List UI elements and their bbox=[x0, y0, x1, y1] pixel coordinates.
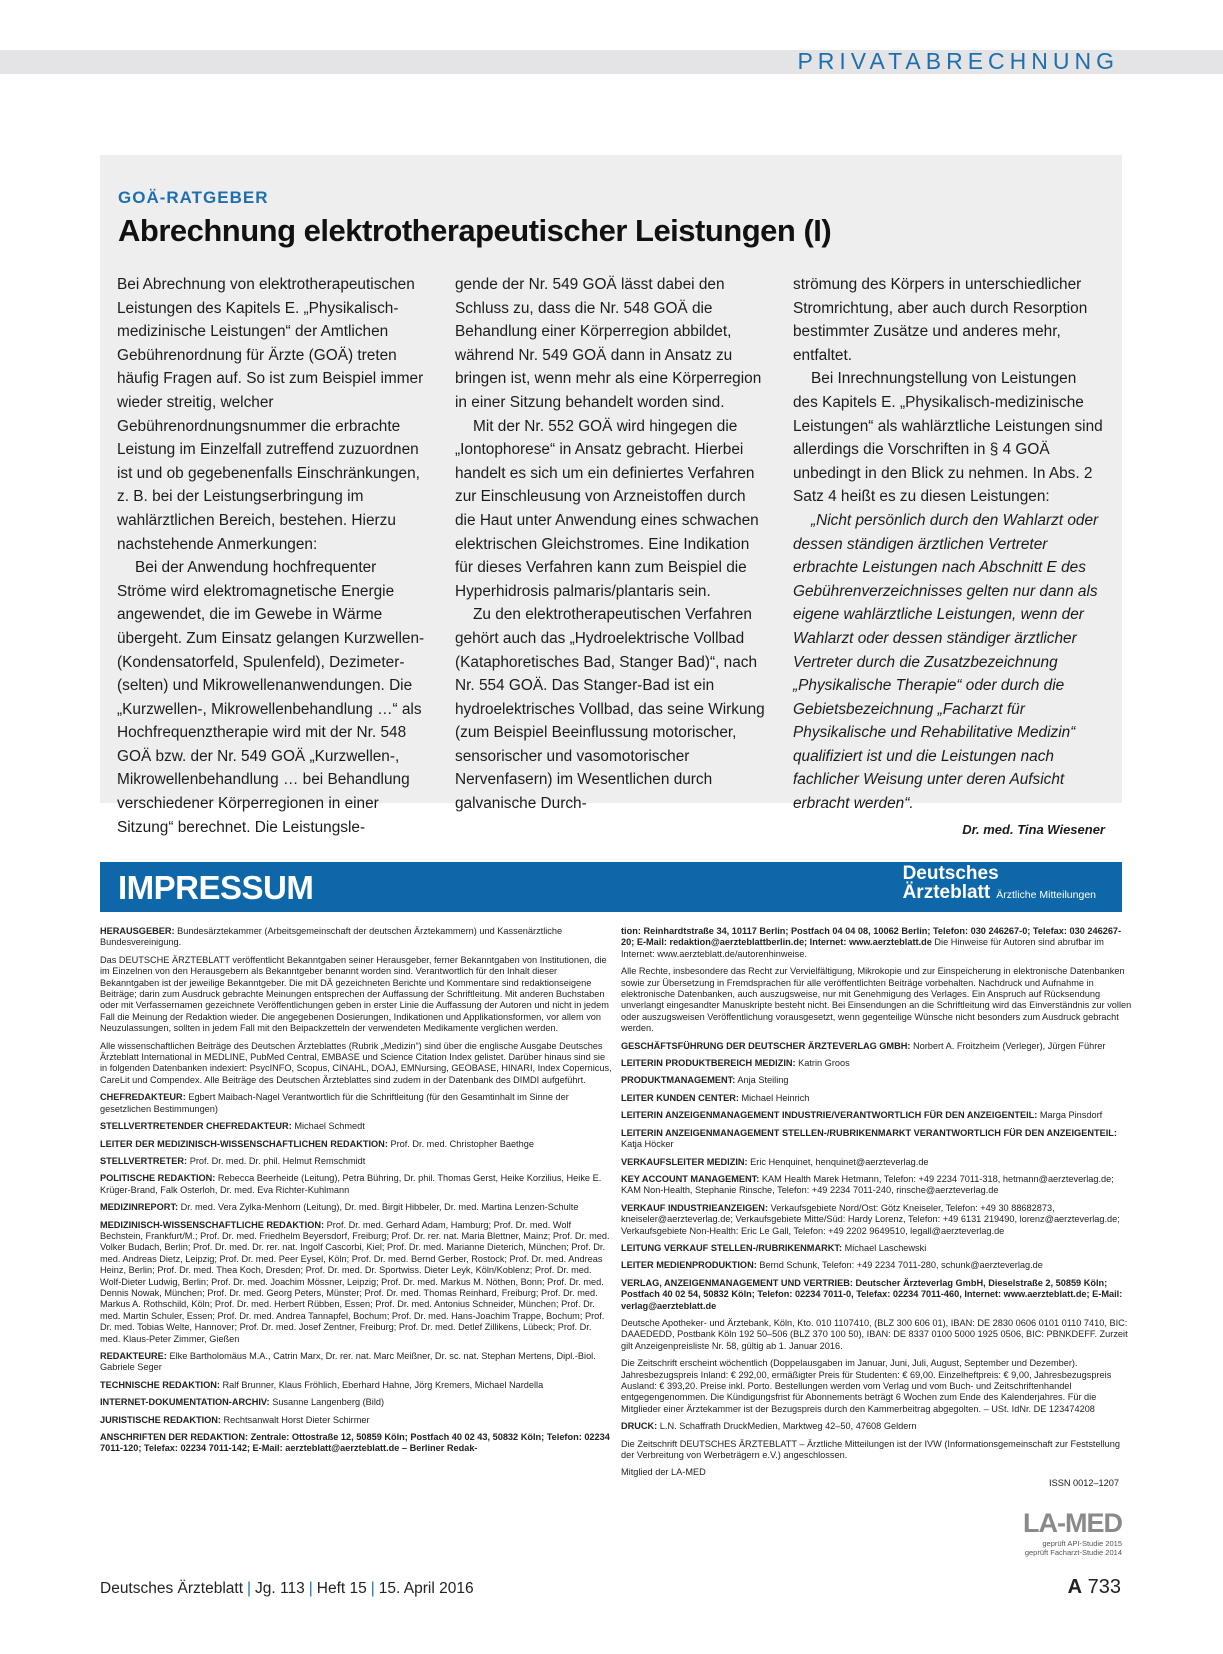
footer-volume: Jg. 113 bbox=[255, 1580, 305, 1597]
impressum-entry bbox=[100, 1139, 612, 1150]
impressum-entry bbox=[621, 1439, 1133, 1462]
impressum-entry bbox=[621, 1075, 1133, 1086]
impressum-text: Anja Steiling bbox=[737, 1075, 789, 1086]
impressum-heading: STELLVERTRETENDER CHEFREDAKTEUR: bbox=[100, 1121, 292, 1132]
paragraph: strömung des Körpers in unterschiedlicher Stromrichtung, aber auch durch Resorption bestimmter Zusätze und anderes mehr, entfaltet. bbox=[793, 276, 1088, 364]
impressum-text: Die Zeitschrift erscheint wöchentlich (Doppelausgaben im Januar, Juni, Juli, August, September und Dezember). Jahresbezugspreis Inland: € 292,00, ermäßigter Preis für Studenten: € 69,00. Einzelheftpreis: € 9,00, Jahresbezugspreis Ausland: € 393,20. Preise inkl. Porto. Bestellungen werden vom Verlag und vom Buch- und Zeitschriftenhandel entgegengenommen. Die Kündigungsfrist für Abonnements beträgt 6 Wochen zum Ende des Kalenderjahres. Für die Mitglieder einer Ärztekammer ist der Bezugspreis durch den Kammerbeitrag abgegolten. – USt. IdNr. DE 123474208 bbox=[621, 1358, 1112, 1414]
page-footer: Deutsches Ärzteblatt | Jg. 113 | Heft 15 | 15. April 2016 bbox=[100, 1580, 474, 1597]
logo-subtitle: Ärztliche Mitteilungen bbox=[996, 889, 1096, 901]
page-number-value: 733 bbox=[1087, 1576, 1121, 1598]
impressum-text: Katrin Groos bbox=[798, 1058, 850, 1069]
impressum-banner bbox=[100, 862, 1122, 912]
impressum-entry bbox=[621, 1157, 1133, 1168]
impressum-heading: VERLAG, ANZEIGENMANAGEMENT UND VERTRIEB: Deutscher Ärzteverlag GmbH, Dieselstraße 2, 50859 Köln; Postfach 40 02 54, 50832 Köln; Telefon: 02234 7011-0, Telefax: 02234 7011-460, Internet: www.aerzteblatt.de; E-Mail: verlag@aerzteblatt.de bbox=[621, 1277, 1123, 1311]
impressum-heading: LEITER MEDIENPRODUKTION: bbox=[621, 1260, 757, 1271]
impressum-title: IMPRESSUM bbox=[118, 869, 314, 906]
la-med-mark: LA-MED bbox=[1023, 1508, 1122, 1538]
logo-line-1: Deutsches bbox=[902, 863, 999, 884]
impressum-entry bbox=[100, 926, 612, 949]
impressum-entry bbox=[100, 1041, 612, 1087]
impressum-text: Marga Pinsdorf bbox=[1039, 1110, 1103, 1121]
impressum-entry bbox=[100, 1432, 612, 1455]
impressum-entry bbox=[621, 1174, 1133, 1197]
impressum-text: Michael Heinrich bbox=[741, 1092, 810, 1103]
impressum-entry bbox=[100, 1092, 612, 1115]
impressum-text: Elke Bartholomäus M.A., Catrin Marx, Dr. rer. nat. Marc Meißner, Dr. sc. nat. Stephan Mertens, Dipl.-Biol. Gabriele Seger bbox=[100, 1351, 596, 1373]
issn: ISSN 0012–1207 bbox=[1049, 1478, 1119, 1488]
impressum-entry bbox=[621, 1110, 1133, 1121]
paragraph: gende der Nr. 549 GOÄ lässt dabei den Schluss zu, dass die Nr. 548 GOÄ die Behandlung einer Körperregion abbildet, während Nr. 549 GOÄ dann in Ansatz zu bringen ist, wenn mehr als eine Körperregion in einer Sitzung behandelt worden sind. bbox=[455, 276, 762, 411]
impressum-text: Michael Schmedt bbox=[294, 1121, 365, 1132]
impressum-entry bbox=[621, 1243, 1133, 1254]
impressum-heading: LEITERIN ANZEIGENMANAGEMENT INDUSTRIE/VERANTWORTLICH FÜR DEN ANZEIGENTEIL: bbox=[621, 1110, 1038, 1121]
impressum-entry bbox=[100, 955, 612, 1035]
impressum-text: Susanne Langenberg (Bild) bbox=[272, 1397, 385, 1408]
article-column-1 bbox=[117, 273, 429, 839]
impressum-entry bbox=[100, 1351, 612, 1374]
footer-issue: Heft 15 bbox=[316, 1580, 367, 1597]
impressum-entry bbox=[100, 1202, 612, 1213]
impressum-entry bbox=[621, 1058, 1133, 1069]
impressum-text: Verkaufsgebiete Nord/Ost: Götz Kneiseler, Telefon: +49 30 88682873, kneiseler@aerzteverlag.de; Verkaufsgebiete Mitte/Süd: Hardy Lorenz, Telefon: +49 6131 219490, lorenz@aerzteverlag.de; Verkaufsgebiete Non-Health: Eric Le Gall, Telefon: +49 2202 9649510, legall@aerzteverlag.de bbox=[621, 1202, 1120, 1236]
page-number bbox=[1068, 1576, 1121, 1599]
impressum-entry bbox=[100, 1380, 612, 1391]
impressum-heading: VERKAUFSLEITER MEDIZIN: bbox=[621, 1156, 748, 1167]
impressum-heading: STELLVERTRETER: bbox=[100, 1155, 188, 1166]
impressum-entry bbox=[621, 1203, 1133, 1237]
impressum-entry bbox=[621, 1318, 1133, 1352]
impressum-heading: HERAUSGEBER: bbox=[100, 926, 175, 936]
impressum-text: Dr. med. Vera Zylka-Menhorn (Leitung), Dr. med. Birgit Hibbeler, Dr. med. Martina Lenzen-Schulte bbox=[180, 1202, 579, 1213]
impressum-heading: CHEFREDAKTEUR: bbox=[100, 1092, 186, 1103]
impressum-heading: LEITERIN ANZEIGENMANAGEMENT STELLEN-/RUBRIKENMARKT VERANTWORTLICH FÜR DEN ANZEIGENTEIL: bbox=[621, 1127, 1117, 1138]
impressum-heading: ANSCHRIFTEN DER REDAKTION: Zentrale: Ottostraße 12, 50859 Köln; Postfach 40 02 43, 50832 Köln; Telefon: 02234 7011-120; Telefax: 02234 7011-142; E-Mail: aerzteblatt@aerzteblatt.de – Berliner Redak- bbox=[100, 1432, 610, 1454]
impressum-entry bbox=[100, 1415, 612, 1426]
journal-logo bbox=[903, 864, 1096, 905]
impressum-text: Alle Rechte, insbesondere das Recht zur Vervielfältigung, Mikrokopie und zur Einspeicherung in elektronische Datenbanken sowie zur Übersetzung in Fremdsprachen für alle veröffentlichten Beiträge vorbehalten. Nachdruck und Aufnahme in elektronische Datenbanken, auch auszugsweise, nur mit Genehmigung des Verlages. Ein Anspruch auf Rücksendung unverlangt eingesandter Manuskripte besteht nicht. Bei Einsendungen an die Schriftleitung wird das Einverständnis zur vollen oder auszugsweisen Veröffentlichung vorausgesetzt, wenn gegenteilige Wünsche nicht besonders zum Ausdruck gebracht werden. bbox=[621, 966, 1132, 1034]
impressum-entry bbox=[621, 1128, 1133, 1151]
la-med-line: geprüft Facharzt-Studie 2014 bbox=[1024, 1548, 1122, 1557]
impressum-text: Katja Höcker bbox=[621, 1139, 674, 1150]
la-med-line: geprüft API-Studie 2015 bbox=[1042, 1539, 1122, 1548]
impressum-heading: REDAKTEURE: bbox=[100, 1351, 167, 1361]
impressum-heading: tion: Reinhardtstraße 34, 10117 Berlin; Postfach 04 04 08, 10062 Berlin; Telefon: 030 246267-0; Telefax: 030 246267-20; E-Mail: redaktion@aerzteblattberlin.de; Internet: www.aerzteblatt.de bbox=[621, 926, 1122, 948]
impressum-heading: LEITER DER MEDIZINISCH-WISSENSCHAFTLICHEN REDAKTION: bbox=[100, 1138, 388, 1149]
article-kicker: GOÄ-RATGEBER bbox=[118, 188, 269, 207]
impressum-heading: JURISTISCHE REDAKTION: bbox=[100, 1414, 221, 1425]
impressum-text: Das DEUTSCHE ÄRZTEBLATT veröffentlicht Bekanntgaben seiner Herausgeber, ferner Bekanntgaben von Institutionen, die im Einzelnen von den Herausgebern als Bekanntgeber benannt worden sind. Verantwortlich für den Inhalt dieser Bekanntgaben ist der jeweilige Bekanntgeber. Die mit DÄ gezeichneten Berichte und Kommentare sind redaktionseigene Beiträge; darin zum Ausdruck gebrachte Meinungen entsprechen der Auffassung der Schriftleitung. Mit anderen Buchstaben oder mit Verfassernamen gezeichnete Veröffentlichungen geben in erster Linie die Auffassung der Autoren und nicht in jedem Fall die Meinung der Redaktion wieder. Die angegebenen Dosierungen, Indikationen und Applikationsformen, vor allem von Neuzulassungen, sollten in jedem Fall mit den Beipackzetteln der verwendeten Medikamente verglichen werden. bbox=[100, 954, 609, 1034]
impressum-text: Prof. Dr. med. Christopher Baethge bbox=[390, 1138, 534, 1149]
impressum-text: Deutsche Apotheker- und Ärztebank, Köln, Kto. 010 1107410, (BLZ 300 606 01), IBAN: DE 2830 0606 0101 0110 7410, BIC: DAAEDEDD, Postbank Köln 192 50–506 (BLZ 370 100 50), IBAN: DE 8337 0100 5000 1925 0506, BIC: PBNKDEFF. Zurzeit gilt Anzeigenpreisliste Nr. 58, gültig ab 1. Januar 2016. bbox=[621, 1317, 1128, 1351]
impressum-heading: LEITER KUNDEN CENTER: bbox=[621, 1092, 739, 1103]
impressum-heading: LEITERIN PRODUKTBEREICH MEDIZIN: bbox=[621, 1058, 796, 1069]
impressum-heading: PRODUKTMANAGEMENT: bbox=[621, 1075, 736, 1086]
impressum-heading: GESCHÄFTSFÜHRUNG DER DEUTSCHER ÄRZTEVERLAG GMBH: bbox=[621, 1040, 911, 1051]
impressum-heading: LEITUNG VERKAUF STELLEN-/RUBRIKENMARKT: bbox=[621, 1242, 843, 1253]
paragraph: Bei der Anwendung hochfrequenter Ströme wird elektromagnetische Energie angewendet, die im Gewebe in Wärme übergeht. Zum Einsatz gelangen Kurzwellen- (Kondensatorfeld, Spulenfeld), Dezimeter- (selten) und Mikrowellenanwendungen. Die „Kurzwellen-, Mikrowellenbehandlung …“ als Hochfrequenztherapie wird mit der Nr. 548 GOÄ bzw. der Nr. 549 GOÄ „Kurzwellen-, Mikrowellenbehandlung … bei Behandlung verschiedener Körperregionen in einer Sitzung“ berechnet. Die Leistungsle- bbox=[117, 559, 425, 836]
impressum-text: Michael Laschewski bbox=[844, 1242, 927, 1253]
footer-date: 15. April 2016 bbox=[378, 1580, 474, 1597]
paragraph: Zu den elektrotherapeutischen Verfahren gehört auch das „Hydroelektrische Vollbad (Kataphoretisches Bad, Stanger Bad)“, nach Nr. 554 GOÄ. Das Stanger-Bad ist ein hydroelektrisches Vollbad, das seine Wirkung (zum Beispiel Beeinflussung motorischer, sensorischer und vasomotorischer Nervenfasern) im Wesentlichen durch galvanische Durch- bbox=[455, 606, 765, 813]
impressum-heading: MEDIZINISCH-WISSENSCHAFTLICHE REDAKTION: bbox=[100, 1219, 325, 1230]
impressum-text: Bernd Schunk, Telefon: +49 2234 7011-280, schunk@aerzteverlag.de bbox=[759, 1260, 1043, 1271]
impressum-text: Norbert A. Froitzheim (Verleger), Jürgen Führer bbox=[912, 1040, 1106, 1051]
impressum-text: Eric Henquinet, henquinet@aerzteverlag.de bbox=[750, 1156, 929, 1167]
quote-paragraph: „Nicht persönlich durch den Wahlarzt oder dessen ständigen ärztlichen Vertreter erbrachte Leistungen nach Abschnitt E des Gebührenverzeichnisses gelten nur dann als eigene wahlärztliche Leistungen, wenn der Wahlarzt oder dessen ständiger ärztlicher Vertreter durch die Zusatzbezeichnung „Physikalische Therapie“ oder durch die Gebietsbezeichnung „Facharzt für Physikalische und Rehabilitative Medizin“ qualifiziert ist und die Leistungen nach fachlicher Weisung unter deren Aufsicht erbracht werden“. bbox=[793, 511, 1099, 813]
article-column-2 bbox=[455, 273, 767, 816]
page-letter: A bbox=[1067, 1576, 1083, 1598]
impressum-text: Ralf Brunner, Klaus Fröhlich, Eberhard Hahne, Jörg Kremers, Michael Nardella bbox=[222, 1379, 544, 1390]
impressum-column-left bbox=[100, 926, 612, 1461]
impressum-heading: KEY ACCOUNT MANAGEMENT: bbox=[621, 1173, 760, 1184]
impressum-heading: INTERNET-DOKUMENTATION-ARCHIV: bbox=[100, 1397, 270, 1408]
impressum-entry bbox=[621, 1260, 1133, 1271]
impressum-text: Alle wissenschaftlichen Beiträge des Deutschen Ärzteblattes (Rubrik „Medizin“) sind über die englische Ausgabe Deutsches Ärzteblatt International in MEDLINE, PubMed Central, EMBASE und Science Citation Index gelistet. Darüber hinaus sind sie in folgenden Datenbanken indexiert: PsycINFO, Scopus, CINAHL, DOAJ, EMNursing, GEOBASE, HINARI, Index Copernicus, CareLit und Compendex. Alle Beiträge des Deutschen Ärzteblattes sind zudem in der Datenbank des DIMDI aufgeführt. bbox=[100, 1040, 612, 1085]
impressum-entry bbox=[100, 1156, 612, 1167]
impressum-text: Prof. Dr. med. Gerhard Adam, Hamburg; Prof. Dr. med. Wolf Bechstein, Frankfurt/M.; Prof. Dr. med. Friedhelm Beyersdorf, Freiburg; Prof. Dr. rer. nat. Maria Blettner, Mainz; Prof. Dr. med. Volker Budach, Berlin; Prof. Dr. med. Dr. rer. nat. Ingolf Cascorbi, Kiel; Prof. Dr. med. Marianne Dieterich, München; Prof. Dr. med. Andreas Dietz, Leipzig; Prof. Dr. med. Peer Eysel, Köln; Prof. Dr. med. Bernd Gerber, Rostock; Prof. Dr. med. Andreas Heinz, Berlin; Prof. Dr. med. Thea Koch, Dresden; Prof. Dr. med. Dr. Sportwiss. Dieter Leyk, Köln/Koblenz; Prof. Dr. med. Wolf-Dieter Ludwig, Berlin; Prof. Dr. med. Joachim Mössner, Leipzig; Prof. Dr. med. Markus M. Nöthen, Bonn; Prof. Dr. med. Dennis Nowak, München; Prof. Dr. med. Georg Peters, Münster; Prof. Dr. med. Thomas Reinhard, Freiburg; Prof. Dr. med. Markus A. Rothschild, Köln; Prof. Dr. med. Herbert Rübben, Essen; Prof. Dr. med. Antonius Schneider, München; Prof. Dr. med. Martin Schuler, Essen; Prof. Dr. med. Andrea Tannapfel, Bochum; Prof. Dr. med. Hans-Joachim Trappe, Bochum; Prof. Dr. med. Tobias Welte, Hannover; Prof. Dr. med. Josef Zentner, Freiburg; Prof. Dr. med. Detlef Zillikens, Lübeck; Prof. Dr. med. Klaus-Peter Zimmer, Gießen bbox=[100, 1219, 610, 1344]
impressum-entry bbox=[621, 1041, 1133, 1052]
impressum-entry bbox=[100, 1173, 612, 1196]
footer-journal: Deutsches Ärzteblatt bbox=[100, 1580, 244, 1597]
impressum-text: Egbert Maibach-Nagel Verantwortlich für die Schriftleitung (für den Gesamtinhalt im Sinne der gesetzlichen Bestimmungen) bbox=[100, 1092, 569, 1114]
impressum-entry bbox=[100, 1220, 612, 1345]
impressum-entry bbox=[621, 1421, 1133, 1432]
impressum-text: Prof. Dr. med. Dr. phil. Helmut Remschmidt bbox=[189, 1155, 366, 1166]
impressum-heading: DRUCK: bbox=[621, 1421, 658, 1432]
author-byline: Dr. med. Tina Wiesener bbox=[962, 821, 1105, 837]
impressum-entry bbox=[621, 1093, 1133, 1104]
article-title: Abrechnung elektrotherapeutischer Leistungen (I) bbox=[118, 213, 832, 248]
impressum-heading: MEDIZINREPORT: bbox=[100, 1202, 179, 1213]
impressum-text: Rechtsanwalt Horst Dieter Schirmer bbox=[223, 1414, 370, 1425]
la-med-logo bbox=[1020, 1508, 1122, 1557]
impressum-entry bbox=[100, 1121, 612, 1132]
impressum-text: Bundesärztekammer (Arbeitsgemeinschaft der deutschen Ärztekammern) und Kassenärztliche Bundesvereinigung. bbox=[100, 926, 563, 948]
impressum-entry bbox=[100, 1397, 612, 1408]
section-label: PRIVATABRECHNUNG bbox=[797, 48, 1119, 74]
impressum-heading: VERKAUF INDUSTRIEANZEIGEN: bbox=[621, 1202, 769, 1213]
paragraph: Mit der Nr. 552 GOÄ wird hingegen die „Iontophorese“ in Ansatz gebracht. Hierbei handelt es sich um ein definiertes Verfahren zur Einschleusung von Arzneistoffen durch die Haut unter Anwendung eines schwachen elektrischen Gleichstromes. Eine Indikation für dieses Verfahren kann zum Beispiel die Hyperhidrosis palmaris/plantaris sein. bbox=[455, 417, 759, 600]
impressum-entry bbox=[621, 1358, 1133, 1415]
impressum-text: L.N. Schaffrath DruckMedien, Marktweg 42–50, 47608 Geldern bbox=[659, 1421, 917, 1432]
impressum-heading: TECHNISCHE REDAKTION: bbox=[100, 1379, 220, 1390]
impressum-entry bbox=[621, 926, 1133, 960]
article-column-3 bbox=[793, 273, 1105, 841]
impressum-entry bbox=[621, 966, 1133, 1034]
impressum-text: Rebecca Beerheide (Leitung), Petra Bühring, Dr. phil. Thomas Gerst, Heike Korzilius, Heike E. Krüger-Brand, Falk Osterloh, Dr. med. Eva Richter-Kuhlmann bbox=[100, 1173, 602, 1195]
impressum-heading: POLITISCHE REDAKTION: bbox=[100, 1173, 216, 1184]
logo-line-2: Ärzteblatt bbox=[902, 882, 991, 903]
impressum-text: KAM Health Marek Hetmann, Telefon: +49 2234 7011-318, hetmann@aerzteverlag.de; KAM Non-Health, Stephanie Rinsche, Telefon: +49 2234 7011-240, rinsche@aerzteverlag.de bbox=[621, 1173, 1114, 1196]
paragraph: Bei Inrechnungstellung von Leistungen des Kapitels E. „Physikalisch-medizinische Leistungen“ als wahlärztliche Leistungen sind allerdings die Vorschriften in § 4 GOÄ unbedingt in den Blick zu nehmen. In Abs. 2 Satz 4 heißt es zu diesen Leistungen: bbox=[793, 370, 1103, 506]
article-box bbox=[100, 155, 1122, 837]
impressum-text: Die Hinweise für Autoren sind abrufbar im Internet: www.aerzteblatt.de/autorenhinweise. bbox=[621, 937, 1104, 959]
paragraph: Bei Abrechnung von elektrotherapeutischen Leistungen des Kapitels E. „Physikalisch-medizinische Leistungen“ der Amtlichen Gebührenordnung für Ärzte (GOÄ) treten häufig Fragen auf. So ist zum Beispiel immer wieder streitig, welcher Gebührenordnungsnummer die erbrachte Leistung im Einzelfall zutreffend zuzuordnen ist und ob gegebenenfalls Einschränkungen, z. B. bei der Leistungserbringung im wahlärztlichen Bereich, bestehen. Hierzu nachstehende Anmerkungen: bbox=[117, 276, 424, 553]
impressum-text: Die Zeitschrift DEUTSCHES ÄRZTEBLATT – Ärztliche Mitteilungen ist der IVW (Informationsgemeinschaft zur Feststellung der Verbreitung von Werbeträgern e.V.) angeschlossen. bbox=[621, 1438, 1121, 1461]
impressum-text: Mitglied der LA-MED bbox=[621, 1467, 706, 1478]
impressum-column-right bbox=[621, 926, 1133, 1485]
impressum-entry bbox=[621, 1278, 1133, 1312]
